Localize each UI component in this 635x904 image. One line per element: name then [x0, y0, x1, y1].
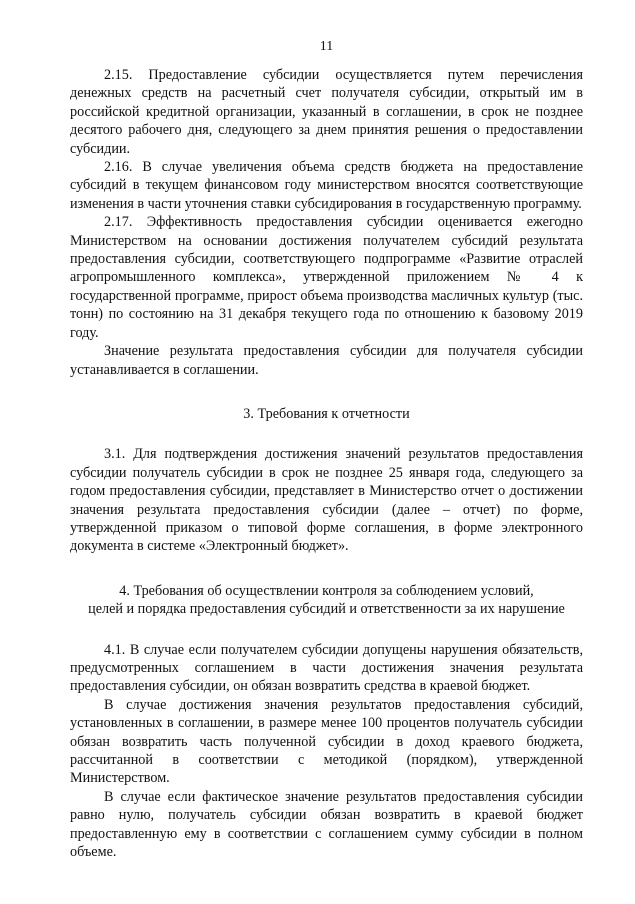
paragraph-result-value: Значение результата предоставления субсидии для получателя субсидии устанавливается в соглашении.: [70, 343, 583, 378]
paragraph-2-16: 2.16. В случае увеличения объема средств бюджета на предоставление субсидий в текущем финансовом году министерством вносятся соответствующие изменения в части уточнения ставки субсидирования в государственную программу.: [70, 159, 583, 212]
paragraph-3-1: 3.1. Для подтверждения достижения значений результатов предоставления субсидии получатель субсидии в срок не позднее 25 января года, следующего за годом предоставления субсидии, представляет в Министерство отчет о достижении значения результата предоставления субсидии (далее – отчет) по форме, утвержденной приказом о типовой форме соглашения, в форме электронного документа в системе «Электронный бюджет».: [70, 446, 583, 555]
page-number: 11: [319, 39, 334, 54]
section-4-heading-line1: 4. Требования об осуществлении контроля за соблюдением условий,: [119, 582, 534, 599]
paragraph-2-15: 2.15. Предоставление субсидии осуществляется путем перечисления денежных средств на расчетный счет получателя субсидии, открытый им в российской кредитной организации, указанный в соглашении, в срок не позднее десятого рабочего дня, следующего за днем принятия решения о предоставлении субсидии.: [70, 67, 583, 157]
section-3-body: [70, 445, 583, 555]
section-4-body: [70, 641, 583, 862]
paragraph-4-1-partial: В случае достижения значения результатов предоставления субсидий, установленных в соглашении, в размере менее 100 процентов получатель субсидии обязан возвратить часть полученной субсидии в доход краевого бюджета, рассчитанной в соответствии с методикой (порядком), утвержденной Министерством.: [70, 696, 583, 787]
paragraph-2-17: 2.17. Эффективность предоставления субсидии оценивается ежегодно Министерством на основании достижения получателем субсидий результата предоставления субсидии, соответствующего подпрограмме «Развитие отраслей агропромышленного комплекса», утвержденной приложением № 4 к государственной программе, прирост объема производства масличных культур (тыс. тонн) по состоянию на 31 декабря текущего года по отношению к базовому 2019 году.: [70, 214, 583, 341]
section-3-heading: 3. Требования к отчетности: [243, 405, 410, 422]
paragraph-4-1-zero: В случае если фактическое значение результатов предоставления субсидии равно нулю, получатель субсидии обязан возвратить в краевой бюджет предоставленную ему в соответствии с соглашением сумму субсидии в полном объеме.: [70, 788, 583, 861]
paragraph-4-1: 4.1. В случае если получателем субсидии допущены нарушения обязательств, предусмотренных соглашением в части достижения значения результата предоставления субсидии, он обязан возвратить средства в краевой бюджет.: [70, 641, 583, 695]
paragraphs-top: [70, 66, 583, 379]
section-4-heading-line2: целей и порядка предоставления субсидий и ответственности за их нарушение: [88, 601, 565, 618]
